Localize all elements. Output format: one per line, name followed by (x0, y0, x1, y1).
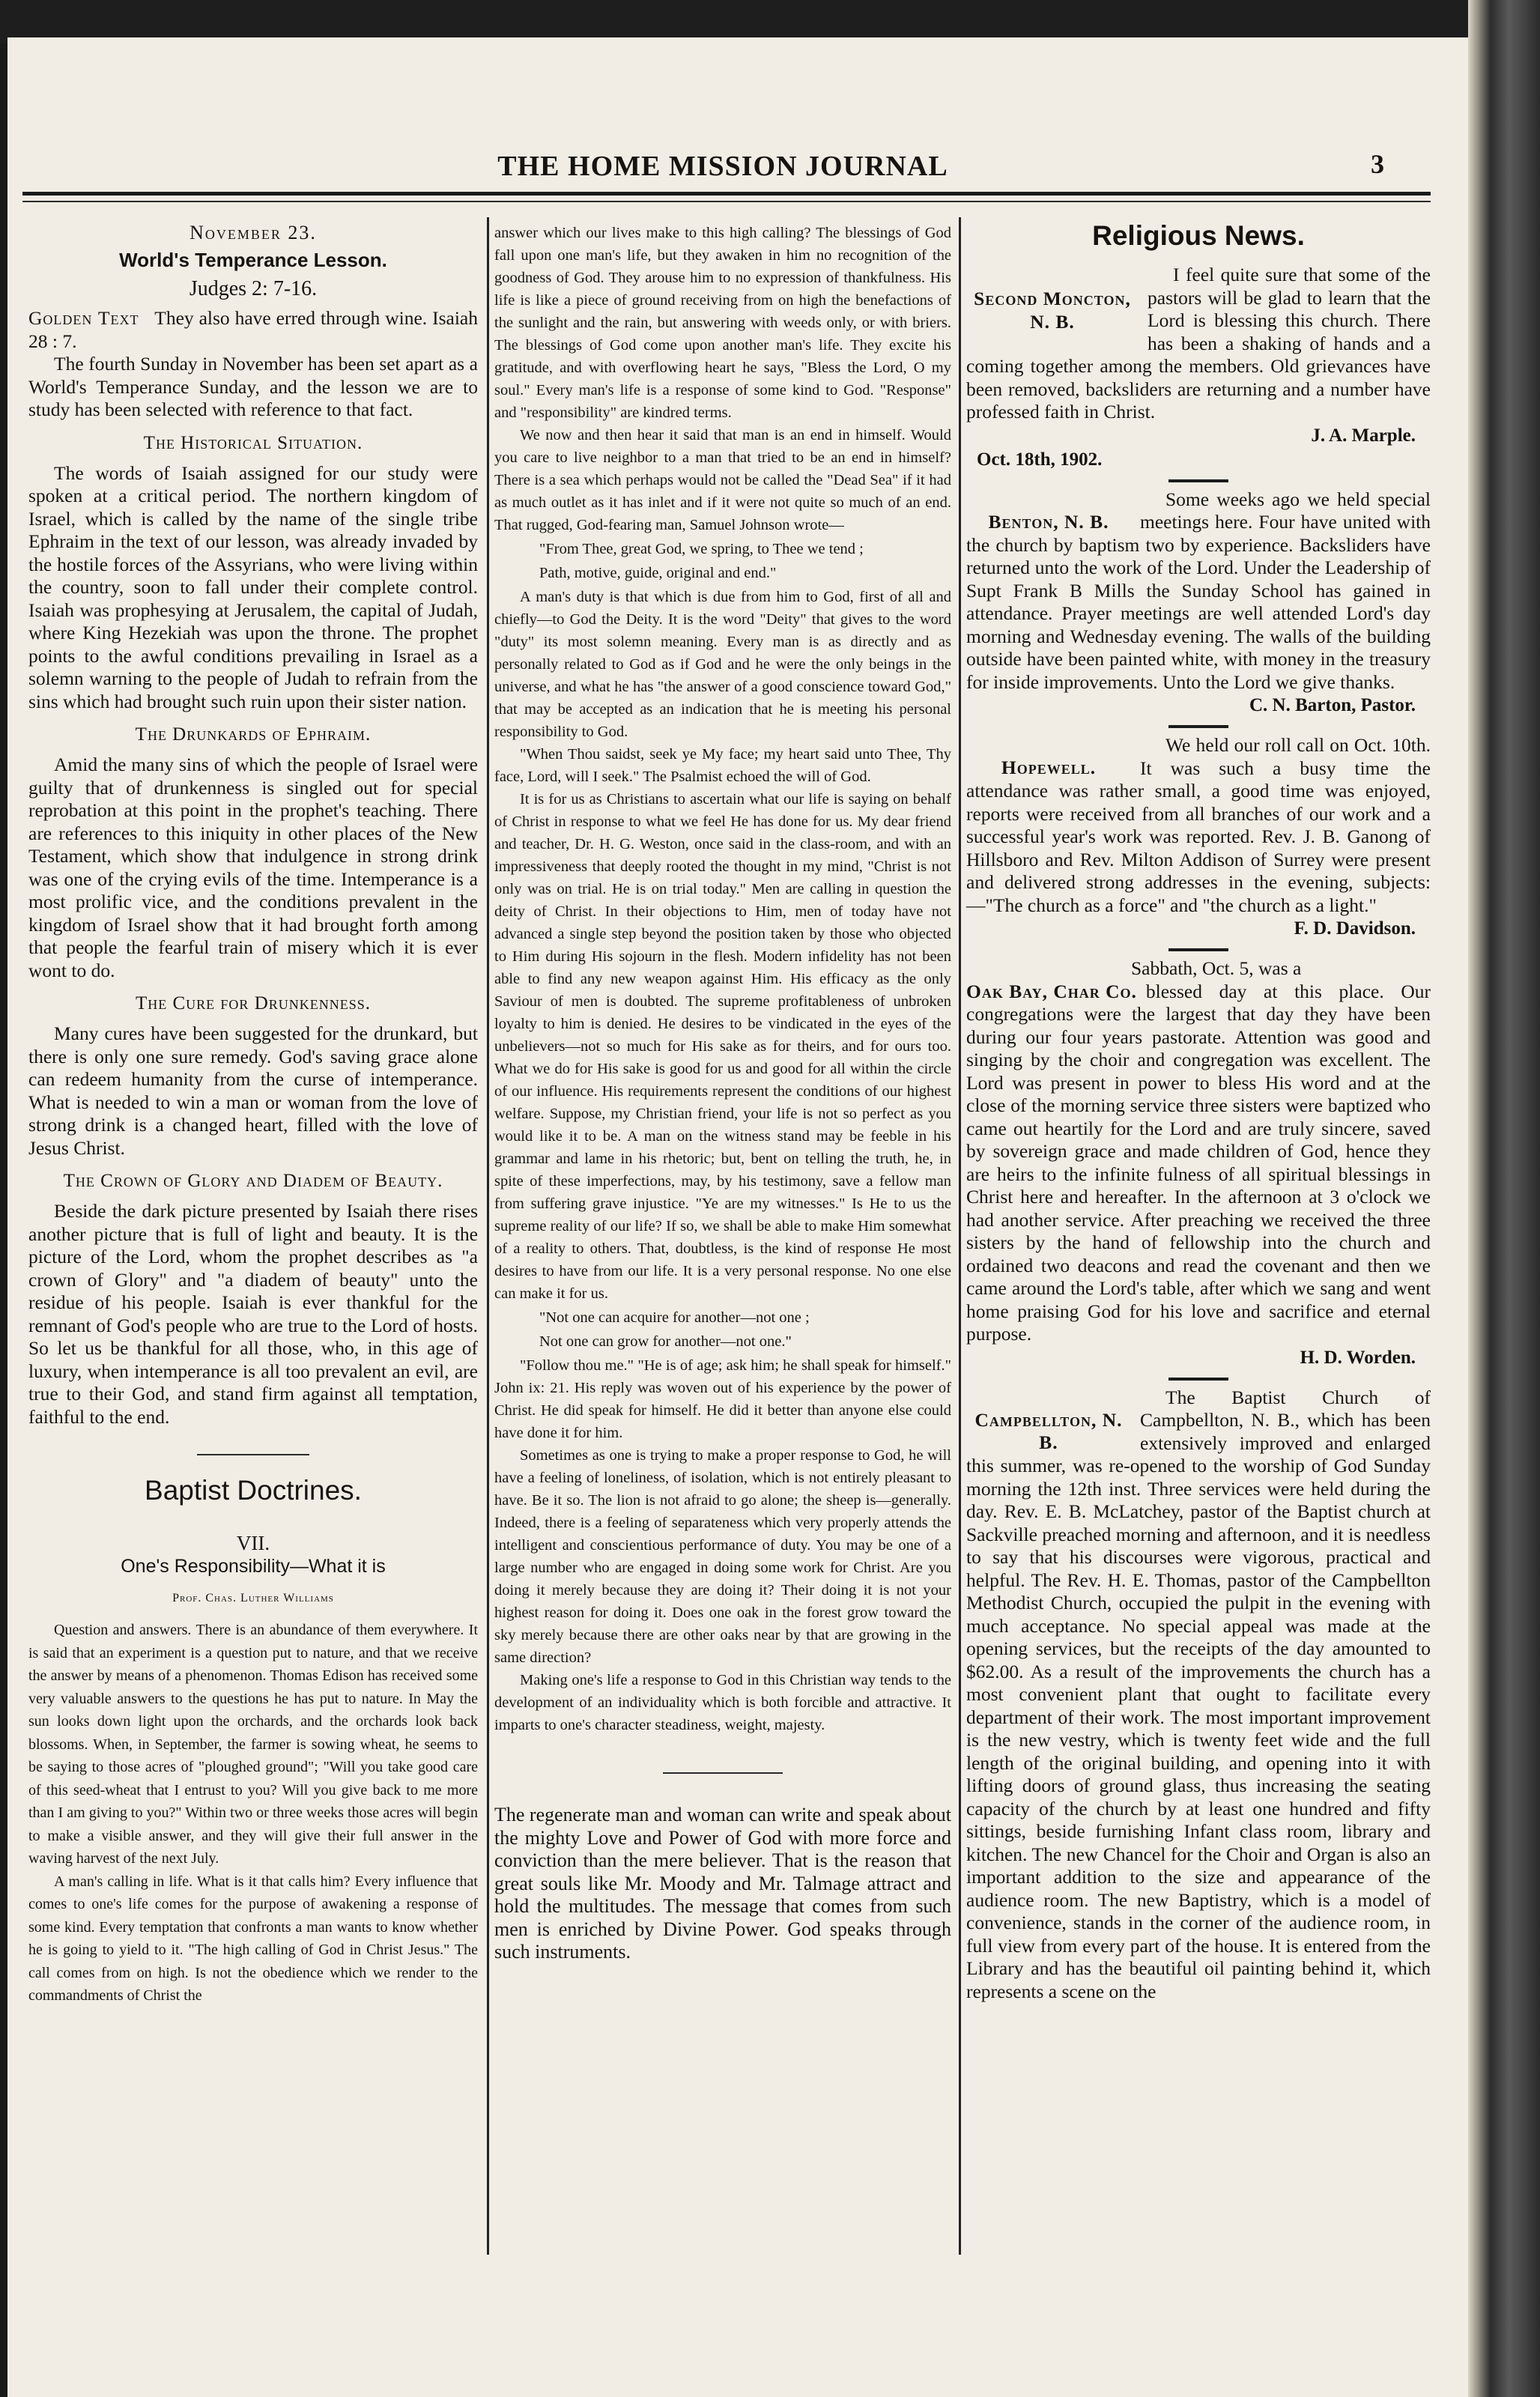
section-body: Beside the dark picture presented by Isaiah there rises another picture that is full of light and beauty. It is the picture of the Lord, whom the prophet describes as "a crown of Glory" and "a diadem of beauty" unto the residue of his people. Isaiah is ever thankful for the remnant of God's people who are true to the Lord of hosts. So let us be thankful for all those, who, in this age of luxury, when intemperance is all too prevalent an evil, are true to their God, and stand firm against all temptation, faithful to the end. (28, 1200, 478, 1428)
news-item (966, 734, 1431, 941)
golden-text-body: They also have erred through wine. Isaiah 28 : 7. (28, 307, 479, 352)
lesson-title: World's Temperance Lesson. (119, 249, 387, 271)
column-3 (966, 222, 1431, 2003)
news-item (966, 488, 1431, 718)
news-lead: Sabbath, Oct. 5, was a (1131, 957, 1302, 979)
article-paragraph: Making one's life a response to God in this Christian way tends to the development of an individuality which is both forcible and attractive. It imparts to one's character steadiness, weight, majesty. (494, 1672, 951, 1733)
column-2 (494, 222, 951, 1964)
news-item (966, 957, 1431, 1370)
scripture-reference: Judges 2: 7-16. (189, 277, 318, 300)
news-signature: J. A. Marple. (1311, 425, 1416, 446)
doctrines-paragraph: Question and answers. There is an abundance of them everywhere. It is said that an experiment is a question put to nature, and that we receive the answer by means of a phenomenon. Thomas Edison has received some very valuable answers to the questions he has put to nature. In May the sun looks down light upon the orchards, and the orchards look back blossoms. When, in September, the farmer is sowing wheat, he seems to be saying to those acres of "ploughed ground"; "Will you take good care of this seed-wheat that I entrust to you? Will you give back to me more than I am giving to you?" Within two or three weeks those acres will begin to make a visible answer, and they will give their full answer in the waving harvest of the next July. (28, 1622, 478, 1867)
section-divider (663, 1772, 783, 1774)
news-place: Oak Bay, Char Co. (966, 980, 1137, 1002)
article-paragraph: "When Thou saidst, seek ye My face; my heart said unto Thee, Thy face, Lord, will I seek." The Psalmist echoed the will of God. (494, 746, 951, 785)
news-signature: H. D. Worden. (1300, 1347, 1416, 1368)
column-divider-right (959, 217, 961, 2255)
doctrines-number: VII. (236, 1532, 270, 1554)
section-heading: The Drunkards of Ephraim. (135, 724, 372, 745)
section-body: The words of Isaiah assigned for our study were spoken at a critical period. The northern kingdom of Israel, which is called by the name of the single tribe Ephraim in the text of our lesson, was already invaded by the hostile forces of the Assyrians, who were living within the country, soon to fall under their complete control. Isaiah was prophesying at Jerusalem, the capital of Judah, where King Hezekiah was upon the throne. The prophet points to the awful conditions prevailing in Israel as a solemn warning to the people of Judah to refrain from the sins which had brought such ruin upon their sister nation. (28, 461, 478, 712)
news-body: blessed day at this place. Our congregations were the largest that day they have been during our four years pastorate. Attention was good and singing by the choir and congregation was excellent. The Lord was present in power to bless His word and at the close of the morning service three sisters were baptized who came out heartily for the Lord and are truly sincere, saved by sovereign grace and made children of God, hence they are heirs to the infinite fulness of all spiritual blessings in Christ here and hereafter. In the afternoon at 3 o'clock we had another service. After preaching we received the three sisters by the hand of fellowship into the church and ordained two deacons and read the covenant and then we came around the Lord's table, after which we sang and went home praising God for his love and sacrifice and eternal purpose. (966, 980, 1431, 1345)
article-paragraph: It is for us as Christians to ascertain what our life is saying on behalf of Christ in response to what we feel He has done for us. My dear friend and teacher, Dr. H. G. Weston, once said in the class-room, and with an impressiveness that deeply rooted the thought in my mind, "Christ is not only was on trial. He is on trial today." Men are calling in question the deity of Christ. In their objections to Him, men of today have not advanced a single step beyond the position taken by those who objected to Him during His sojourn in the flesh. Modern infidelity has not been able to find any new weapon against Him. His efficacy as the only Saviour of men is doubted. The supreme profitableness of unbroken loyalty to him is denied. He desires to be vindicated in the eyes of the unbelievers—not so much for His sake as for theirs, and for ours too. What we do for His sake is good for us and good for all within the circle of our influence. His requirements represent the conditions of our highest welfare. Suppose, my Christian friend, your life is not so perfect as you would like it to be. A man on the witness stand may be feeble in his grammar and lame in his rhetoric; but, bent on telling the truth, he, in spite of these imperfections, may, by his testimony, save a fellow man from suffering grave injustice. "Ye are my witnesses." Is He to us the supreme reality of our life? If so, we shall be able to make Him somewhat of a reality to others. That, doubtless, is the kind of response He most desires to have from our life. It is a very personal response. No one else can make it for us. (494, 791, 951, 1302)
article-paragraph: answer which our lives make to this high calling? The blessings of God fall upon one man's life, but they awaken in him no recognition of the goodness of God. They arouse him to no expression of thankfulness. His life is like a piece of ground receiving from on high the benefactions of the sunlight and the rain, but answering with weeds only, or with briers. The blessings of God come upon another man's life. They excite his gratitude, and with overflowing heart he says, "Bless the Lord, O my soul." Every man's life is a response of some kind to God. "Response" and "responsibility" are kindred terms. (494, 225, 951, 421)
religious-news-title: Religious News. (1092, 220, 1305, 251)
doctrines-paragraph: A man's calling in life. What is it that calls him? Every influence that comes to one's life comes for the purpose of awakening a response of some kind. Every temptation that confronts a man wants to know whether he is going to yield to it. "The high calling of God in Christ Jesus." The call comes from on high. Is not the obedience which we render to the commandments of Christ the (28, 1873, 478, 2004)
article-paragraph: A man's duty is that which is due from him to God, first of all and chiefly—to God the Deity. It is the word "Deity" that gives to the word "duty" its most solemn meaning. Every man is as directly and as personally related to God as if God and he were the only beings in the universe, and what he has "the answer of a good conscience toward God," that may be accepted as an indication that he is meeting his personal responsibility to God. (494, 589, 951, 740)
section-heading: The Crown of Glory and Diadem of Beauty. (63, 1171, 443, 1191)
news-date: Oct. 18th, 1902. (977, 449, 1103, 470)
news-body: The Baptist Church of Campbellton, N. B., which has been extensively improved and enlarged this summer, was re-opened to the worship of God Sunday morning the 12th inst. Three services were held during the day. Rev. E. B. McLatchey, pastor of the Baptist church at Sackville preached morning and afternoon, and it is needless to say that his discourses were vigorous, practical and helpful. The Rev. H. E. Thomas, pastor of the Campbellton Methodist Church, occupied the pulpit in the evening with much acceptance. No special appeal was made at the opening services, but the receipts of the day amounted to $62.00. As a result of the improvements the church has a most convenient plant that ought to facilitate every department of their work. The most important improvement is the new vestry, which is twenty feet wide and the full length of the original building, and opening into it with lifting doors of ground glass, thus increasing the seating capacity of the church by at least one hundred and fifty sittings, beside furnishing Infant class room, library and kitchen. The new Chancel for the Choir and Organ is also an important addition to the size and appearance of the audience room. The new Baptistry, which is a model of convenience, stands in the corner of the audience room, in full view from every part of the house. It is entered from the Library and has the beautiful oil painting behind it, which represents a scene on the (966, 1386, 1431, 2002)
column-1 (28, 222, 478, 2007)
doctrines-subtitle: One's Responsibility—What it is (121, 1556, 386, 1577)
golden-text-label: Golden Text (28, 307, 139, 329)
item-divider (1168, 948, 1228, 951)
closing-paragraph: The regenerate man and woman can write and speak about the mighty Love and Power of God with more force and conviction than the mere believer. That is the reason that great souls like Mr. Moody and Mr. Talmage attract and hold the multitudes. The message that comes from such men is enriched by Divine Power. God speaks through such instruments. (494, 1804, 952, 1963)
section-body: Many cures have been suggested for the drunkard, but there is only one sure remedy. God's saving grace alone can redeem humanity from the curse of intemperance. What is needed to win a man or woman from the love of strong drink is a changed heart, filled with the love of Jesus Christ. (28, 1022, 478, 1159)
news-body: Some weeks ago we held special meetings here. Four have united with the church by baptism two by experience. Backsliders have returned unto the work of the Lord. Under the Leadership of Supt Frank B Mills the Sunday School has gained in attendance. Prayer meetings are well attended Lord's day morning and Wednesday evening. The walls of the building outside have been painted white, with money in the treasury for inside improvements. Unto the Lord we give thanks. (966, 488, 1431, 693)
news-body: We held our roll call on Oct. 10th. It was such a busy time the attendance was rather small, a good time was enjoyed, reports were received from all branches of our work and a successful year's work was reported. Rev. J. B. Ganong of Hillsboro and Rev. Milton Addison of Surrey were present and delivered strong addresses in the evening, subjects:—"The church as a force" and "the church as a light." (966, 734, 1431, 916)
item-divider (1168, 479, 1228, 482)
column-divider-left (487, 217, 489, 2255)
news-place: Hopewell. (1001, 757, 1097, 778)
intro-paragraph: The fourth Sunday in November has been set apart as a World's Temperance Sunday, and the lesson we are to study has been selected with reference to that fact. (28, 353, 478, 420)
masthead-rule (22, 192, 1431, 196)
verse-line: Not one can grow for another—not one." (539, 1333, 792, 1350)
section-divider (197, 1454, 309, 1455)
news-signature: F. D. Davidson. (1294, 918, 1416, 939)
scan-left-border (0, 43, 7, 2397)
page-number: 3 (1371, 149, 1384, 179)
golden-text (28, 307, 478, 353)
news-item (966, 264, 1431, 472)
news-signature: C. N. Barton, Pastor. (1249, 695, 1416, 715)
news-item (966, 1387, 1431, 2004)
item-divider (1168, 1378, 1228, 1381)
section-heading: The Historical Situation. (143, 432, 363, 453)
masthead-title: THE HOME MISSION JOURNAL (497, 151, 948, 182)
article-paragraph: "Follow thou me." "He is of age; ask him; he shall speak for himself." John ix: 21. His reply was woven out of his experience by the power of Christ. He did speak for himself. He did it better than anyone else could have done it for him. (494, 1357, 951, 1441)
item-divider (1168, 725, 1228, 728)
news-body: I feel quite sure that some of the pastors will be glad to learn that the Lord is blessing this church. There has been a shaking of hands and a coming together among the members. Old grievances have been removed, backsliders are returning and a number have professed faith in Christ. (966, 264, 1431, 422)
masthead-rule-thin (22, 201, 1431, 202)
scan-right-border (1468, 0, 1540, 2397)
verse-line: "From Thee, great God, we spring, to Thee we tend ; (539, 541, 864, 557)
doctrines-title: Baptist Doctrines. (145, 1475, 362, 1506)
verse-line: Path, motive, guide, original and end." (539, 565, 777, 581)
article-paragraph: We now and then hear it said that man is an end in himself. Would you care to live neighbor to a man that tried to be an end in himself? There is a sea which perhaps would not be called the "Dead Sea" if it had as much outlet as it has inlet and if it were not quite so much of an end. That rugged, God-fearing man, Samuel Johnson wrote— (494, 427, 951, 533)
section-heading: The Cure for Drunkenness. (135, 993, 372, 1013)
doctrines-byline: Prof. Chas. Luther Williams (172, 1592, 334, 1604)
verse-line: "Not one can acquire for another—not one ; (539, 1309, 810, 1326)
lesson-date: November 23. (190, 222, 317, 243)
news-place: Second Moncton, N. B. (974, 288, 1131, 333)
section-body: Amid the many sins of which the people of Israel were guilty that of drunkenness is singled out for special reprobation at this point in the prophet's teaching. There are references to this iniquity in other places of the New Testament, which show that indulgence in strong drink was one of the crying evils of the time. Intemperance is a most prolific vice, and the conditions prevalent in the kingdom of Israel show that it had brought forth among that people the fearful train of misery which it is ever wont to do. (28, 754, 478, 981)
news-place: Benton, N. B. (988, 510, 1109, 533)
article-paragraph: Sometimes as one is trying to make a proper response to God, he will have a feeling of loneliness, of isolation, which is not entirely pleasant to have. Be it so. The lion is not afraid to go alone; the sheep is—generally. Indeed, there is a feeling of separateness which very properly attends the intelligent and conscientious performance of duty. You may be one of a large number who are engaged in doing some work for Christ. Are you doing it merely because they are doing it? Their doing it is not your highest reason for doing it. Does one oak in the forest grow toward the sky merely because there are other oaks near by that are growing in the same direction? (494, 1447, 951, 1666)
news-place: Campbellton, N. B. (974, 1408, 1123, 1453)
